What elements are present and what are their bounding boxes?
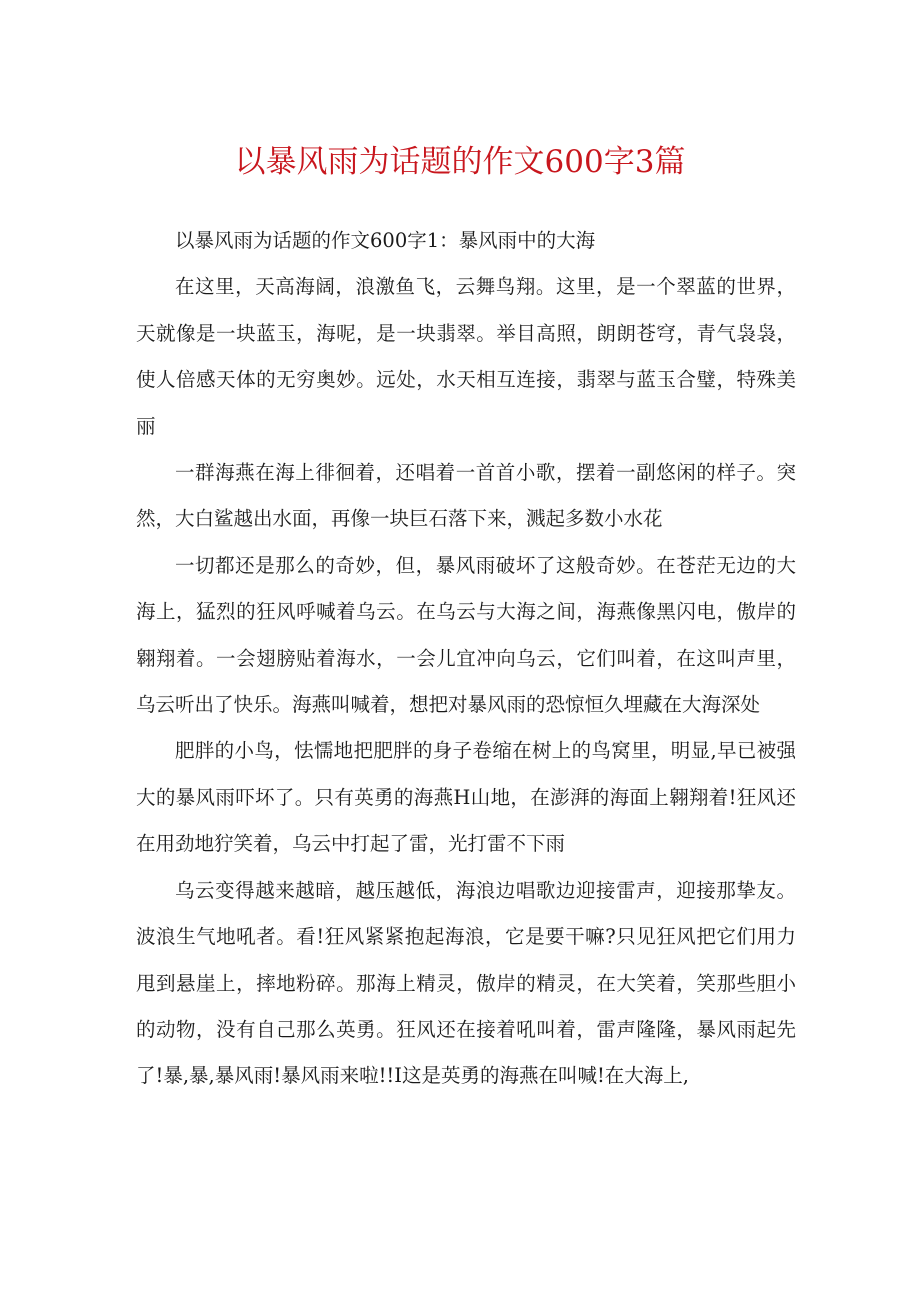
paragraph-1: 在这里，天高海阔，浪激鱼飞，云舞鸟翔。这里，是一个翠蓝的世界，天就像是一块蓝玉，海呢，是一块翡翠。举目高照，朗朗苍穹，青气袅袅，使人倍感天体的无穷奥妙。远处，水天相互连接，翡翠与蓝玉合璧，特殊美丽: [136, 275, 796, 438]
paragraph-4: 肥胖的小鸟，怯懦地把肥胖的身子卷缩在树上的鸟窝里，明显,早已被强大的暴风雨吓坏了。只有英勇的海燕H山地，在澎湃的海面上翱翔着!狂风还在用劲地狞笑着，乌云中打起了雷，光打雷不下雨: [136, 739, 796, 856]
document-body: [136, 218, 796, 1100]
essay-subtitle: 以暴风雨为话题的作文600字1：暴风雨中的大海: [175, 229, 596, 252]
paragraph-3: 一切都还是那么的奇妙，但，暴风雨破坏了这般奇妙。在苍茫无边的大海上，猛烈的狂风呼喊着乌云。在乌云与大海之间，海燕像黑闪电，傲岸的翱翔着。一会翅膀贴着海水，一会儿宜冲向乌云，它们叫着，在这叫声里，乌云听出了快乐。海燕叫喊着，想把对暴风雨的恐惊恒久埋藏在大海深处: [136, 553, 796, 717]
paragraph-5: 乌云变得越来越暗，越压越低，海浪边唱歌边迎接雷声，迎接那挚友。波浪生气地吼者。看!狂风紧紧抱起海浪，它是要干嘛?只见狂风把它们用力甩到悬崖上，摔地粉碎。那海上精灵，傲岸的精灵，在大笑着，笑那些胆小的动物，没有自己那么英勇。狂风还在接着吼叫着，雷声隆隆，暴风雨起先了!暴,暴,暴风雨!暴风雨来啦!!I这是英勇的海燕在叫喊!在大海上,: [136, 878, 796, 1088]
paragraph-2: 一群海燕在海上徘徊着，还唱着一首首小歌，摆着一副悠闲的样子。突然，大白鲨越出水面，再像一块巨石落下来，溅起多数小水花: [136, 461, 796, 531]
document-title: 以暴风雨为话题的作文600字3篇: [234, 144, 686, 180]
